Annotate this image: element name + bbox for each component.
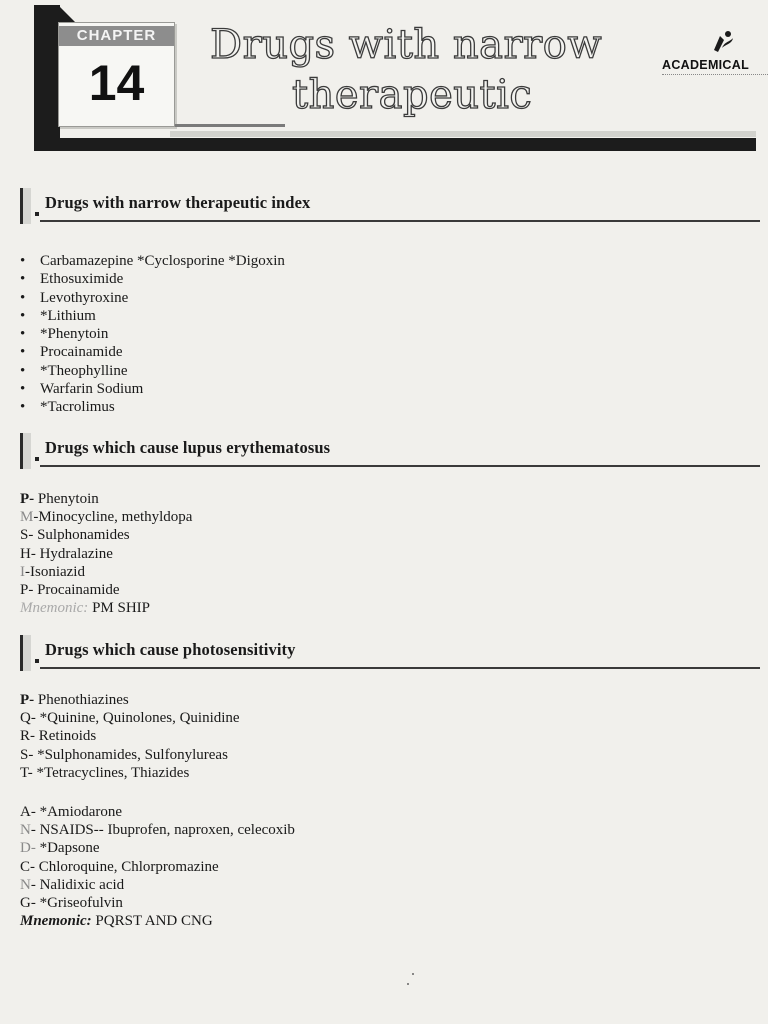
chapter-number: 14 (88, 55, 145, 111)
mnemonic-line: Mnemonic: PM SHIP (20, 600, 151, 617)
header-shadow-bar (170, 131, 756, 137)
section-marker-dot (35, 212, 39, 216)
list-item: D- *Dapsone (20, 840, 100, 857)
list-item: S- Sulphonamides (20, 527, 130, 544)
list-item: T- *Tetracyclines, Thiazides (20, 764, 190, 781)
list-item: P- Procainamide (20, 582, 120, 599)
publisher-logo-icon (706, 28, 736, 58)
publisher-logo-tagline (662, 74, 768, 78)
list-item: H- Hydralazine (20, 545, 113, 562)
section-rule (40, 220, 760, 222)
scan-speck (412, 973, 414, 975)
section-title: Drugs which cause photosensitivity (45, 640, 296, 659)
list-item: • Ethosuximide (20, 271, 124, 288)
section-marker (20, 188, 31, 224)
narrow-index-drug-list (20, 252, 285, 417)
section-marker-dot (35, 457, 39, 461)
list-item: • *Phenytoin (20, 326, 109, 343)
list-item: • Procainamide (20, 344, 123, 361)
lupus-drug-list (20, 490, 192, 617)
list-item: M-Minocycline, methyldopa (20, 509, 193, 526)
list-item: • Warfarin Sodium (20, 381, 144, 398)
chapter-label: CHAPTER (59, 26, 174, 46)
section-header-photosensitivity (20, 635, 760, 673)
section-marker-dot (35, 659, 39, 663)
list-item: N- Nalidixic acid (20, 876, 125, 893)
list-item: • *Lithium (20, 307, 96, 324)
section-marker (20, 433, 31, 469)
scan-speck (407, 983, 409, 985)
section-rule (40, 667, 760, 669)
mnemonic-line: Mnemonic: PQRST AND CNG (20, 913, 213, 930)
section-rule (40, 465, 760, 467)
section-header-lupus (20, 433, 760, 471)
list-item: S- *Sulphonamides, Sulfonylureas (20, 746, 228, 763)
list-item: C- Chloroquine, Chlorpromazine (20, 858, 219, 875)
list-item: • *Tacrolimus (20, 399, 115, 416)
chapter-title (210, 20, 660, 120)
photosensitivity-list-pqrst (20, 691, 240, 782)
list-item: I-Isoniazid (20, 563, 85, 580)
chapter-corner-bar (34, 5, 60, 145)
section-header-narrow-index (20, 188, 760, 226)
list-item: • *Theophylline (20, 362, 128, 379)
chapter-badge (58, 22, 175, 127)
photosensitivity-list-cng (20, 803, 295, 930)
list-item: • Carbamazepine *Cyclosporine *Digoxin (20, 253, 285, 269)
section-title: Drugs with narrow therapeutic index (45, 193, 311, 212)
section-title: Drugs which cause lupus erythematosus (45, 438, 331, 457)
list-item: P- Phenytoin (20, 491, 99, 507)
list-item: G- *Griseofulvin (20, 895, 123, 912)
header-rule-bar (34, 138, 756, 151)
chapter-title-line-1: Drugs with narrow (210, 22, 603, 68)
list-item: • Levothyroxine (20, 289, 129, 306)
list-item: A- *Amiodarone (20, 804, 123, 820)
publisher-logo-text: ACADEMICAL (662, 58, 750, 72)
list-item: Q- *Quinine, Quinolones, Quinidine (20, 710, 240, 727)
chapter-title-line-2: therapeutic (292, 72, 533, 118)
title-underline (175, 124, 285, 127)
section-marker (20, 635, 31, 671)
list-item: R- Retinoids (20, 728, 97, 745)
list-item: N- NSAIDS-- Ibuprofen, naproxen, celecoxib (20, 822, 295, 839)
list-item: P- Phenothiazines (20, 692, 129, 708)
